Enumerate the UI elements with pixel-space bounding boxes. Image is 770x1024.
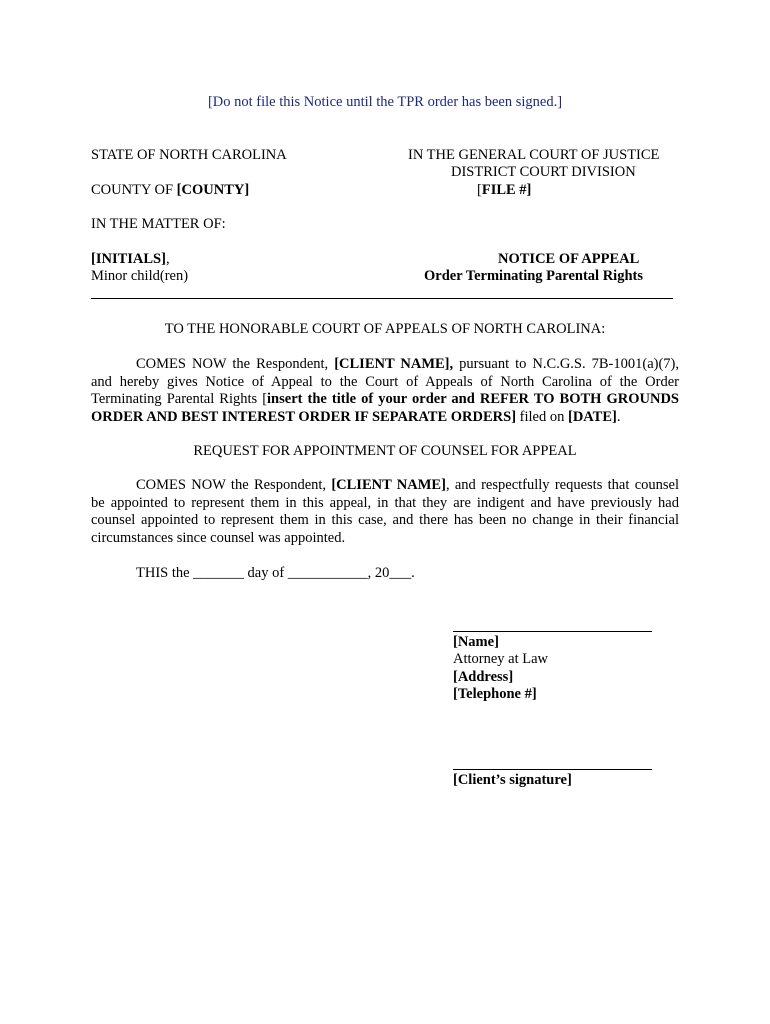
para1-text-2: pursuant to N.C.G.S. 7B-1001(a)(7), and hereby gives Notice of Appeal to the Court of Appeals of North Carolina of the Order Terminating Parental Rights [ bbox=[91, 356, 679, 407]
court-address-heading: TO THE HONORABLE COURT OF APPEALS OF NORTH CAROLINA: bbox=[164, 321, 606, 337]
para1-text-3: filed on bbox=[516, 408, 568, 425]
attorney-address-placeholder: [Address] bbox=[453, 669, 514, 685]
court-name: IN THE GENERAL COURT OF JUSTICE bbox=[408, 147, 660, 163]
date-line: THIS the _______ day of ___________, 20___. bbox=[136, 565, 415, 581]
para1-text-1: COMES NOW the Respondent, bbox=[136, 356, 335, 372]
attorney-telephone-placeholder: [Telephone #] bbox=[453, 686, 537, 702]
attorney-name-placeholder: [Name] bbox=[453, 634, 499, 650]
county-line bbox=[91, 182, 249, 199]
counsel-request-heading: REQUEST FOR APPOINTMENT OF COUNSEL FOR APPEAL bbox=[193, 443, 577, 459]
document-subtitle: Order Terminating Parental Rights bbox=[424, 268, 643, 284]
state-label: STATE OF NORTH CAROLINA bbox=[91, 147, 287, 163]
order-title-instruction: insert the title of your order and REFER TO BOTH GROUNDS ORDER AND BEST INTEREST ORDER IF SEPARATE ORDERS] bbox=[91, 391, 679, 425]
counsel-request-paragraph bbox=[91, 477, 679, 547]
caption-divider bbox=[91, 298, 673, 299]
matter-label: IN THE MATTER OF: bbox=[91, 216, 226, 232]
para2-text-2: , and respectfully requests that counsel be appointed to represent them in this appeal, in that they are indigent and have previously had counsel appointed to represent them in this case, and there has been no change in their financial circumstances since counsel was appointed. bbox=[91, 477, 679, 546]
county-placeholder: [COUNTY] bbox=[176, 182, 250, 198]
client-signature-line bbox=[453, 769, 652, 770]
initials-placeholder: [INITIALS] bbox=[91, 251, 166, 267]
document-title: NOTICE OF APPEAL bbox=[498, 251, 640, 267]
court-division: DISTRICT COURT DIVISION bbox=[451, 164, 636, 180]
file-number-line bbox=[477, 182, 531, 199]
filing-instruction-note: [Do not file this Notice until the TPR order has been signed.] bbox=[207, 94, 563, 110]
minor-children-label: Minor child(ren) bbox=[91, 268, 189, 284]
initials-line bbox=[91, 251, 170, 268]
attorney-title: Attorney at Law bbox=[453, 651, 549, 667]
client-name-placeholder-2: [CLIENT NAME] bbox=[331, 477, 446, 493]
file-number-placeholder: FILE #] bbox=[481, 182, 532, 198]
attorney-signature-line bbox=[453, 631, 652, 632]
client-signature-label: [Client’s signature] bbox=[453, 772, 572, 788]
notice-of-appeal-paragraph bbox=[91, 356, 679, 426]
para1-text-4: . bbox=[616, 408, 621, 425]
file-bracket: [ bbox=[477, 182, 482, 198]
county-prefix: COUNTY OF bbox=[91, 182, 177, 198]
para2-text-1: COMES NOW the Respondent, bbox=[136, 477, 332, 493]
client-name-placeholder: [CLIENT NAME], bbox=[334, 356, 454, 372]
date-placeholder: [DATE] bbox=[567, 408, 617, 425]
initials-comma: , bbox=[165, 251, 170, 267]
